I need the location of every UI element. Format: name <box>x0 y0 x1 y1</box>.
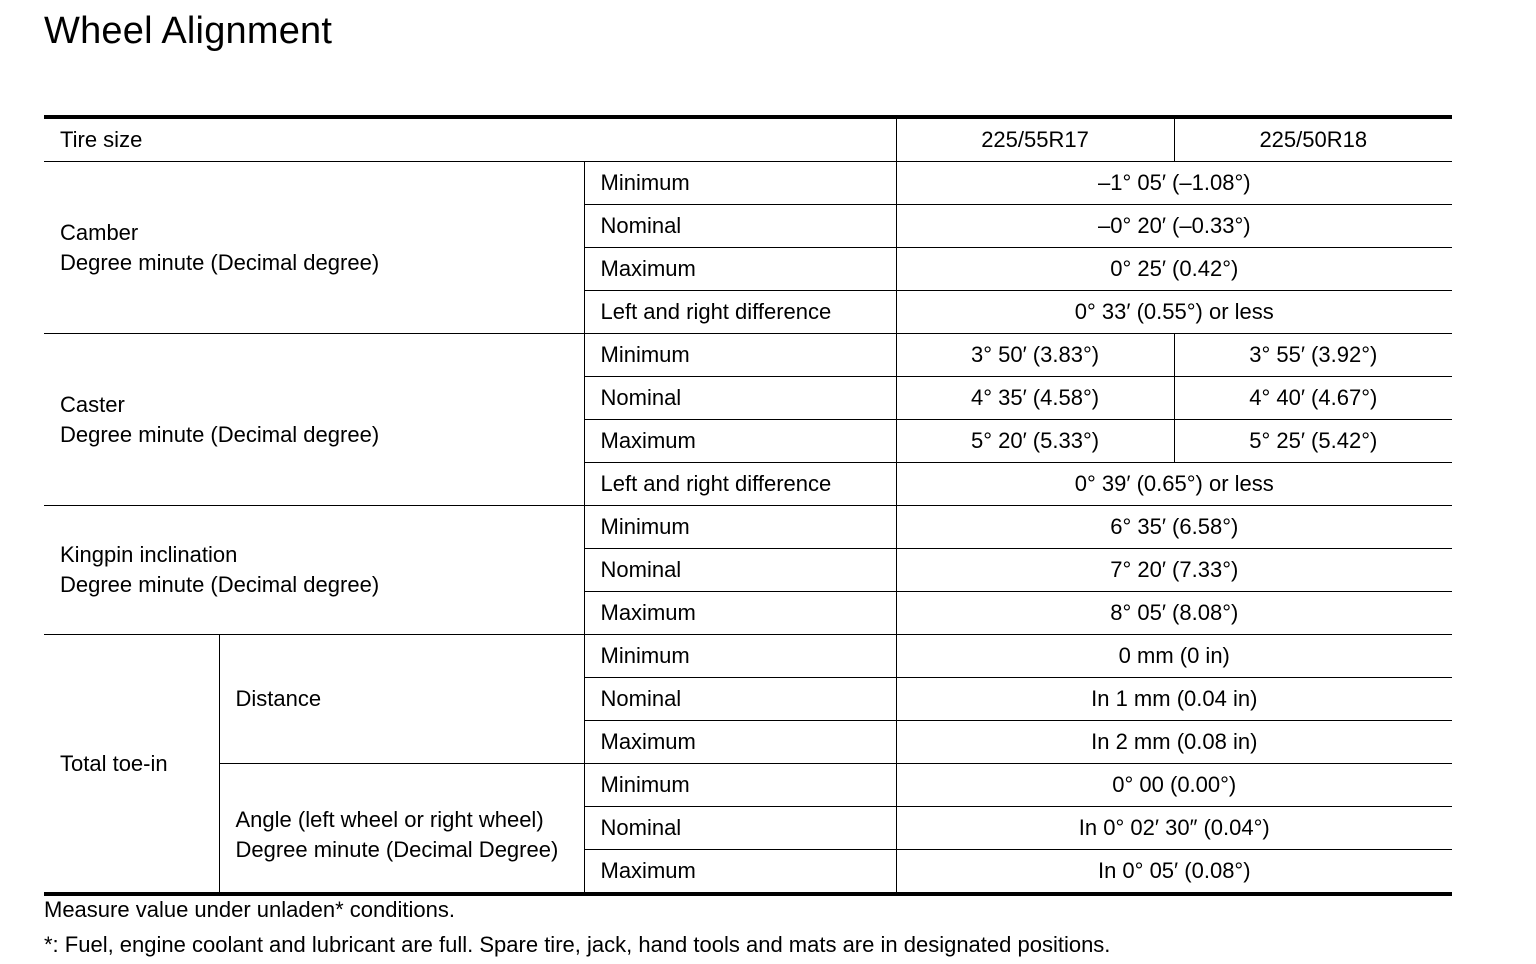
camber-label <box>44 162 584 334</box>
param-label: Left and right difference <box>584 463 896 506</box>
camber-maximum-value: 0° 25′ (0.42°) <box>896 248 1452 291</box>
toe-distance-nominal-value: In 1 mm (0.04 in) <box>896 678 1452 721</box>
kingpin-unit: Degree minute (Decimal degree) <box>60 572 380 597</box>
table-row <box>44 764 1452 807</box>
camber-unit: Degree minute (Decimal degree) <box>60 249 380 275</box>
param-label: Nominal <box>584 807 896 850</box>
tire-size-label: Tire size <box>44 117 896 162</box>
kingpin-title: Kingpin inclination <box>60 542 238 567</box>
param-label: Nominal <box>584 678 896 721</box>
caster-maximum-r17: 5° 20′ (5.33°) <box>896 420 1174 463</box>
caster-maximum-r18: 5° 25′ (5.42°) <box>1174 420 1452 463</box>
caster-minimum-r17: 3° 50′ (3.83°) <box>896 334 1174 377</box>
param-label: Minimum <box>584 635 896 678</box>
kingpin-label <box>44 506 584 635</box>
param-label: Nominal <box>584 549 896 592</box>
caster-unit: Degree minute (Decimal degree) <box>60 421 380 447</box>
toe-angle-minimum-value: 0° 00 (0.00°) <box>896 764 1452 807</box>
camber-nominal-value: –0° 20′ (–0.33°) <box>896 205 1452 248</box>
param-label: Maximum <box>584 592 896 635</box>
param-label: Nominal <box>584 205 896 248</box>
table-row <box>44 635 1452 678</box>
column-225-50r18: 225/50R18 <box>1174 117 1452 162</box>
table-row <box>44 334 1452 377</box>
param-label: Left and right difference <box>584 291 896 334</box>
caster-nominal-r18: 4° 40′ (4.67°) <box>1174 377 1452 420</box>
param-label: Maximum <box>584 721 896 764</box>
kingpin-nominal-value: 7° 20′ (7.33°) <box>896 549 1452 592</box>
caster-nominal-r17: 4° 35′ (4.58°) <box>896 377 1174 420</box>
param-label: Minimum <box>584 506 896 549</box>
column-225-55r17: 225/55R17 <box>896 117 1174 162</box>
caster-title: Caster <box>60 391 125 417</box>
toe-distance-label: Distance <box>219 635 584 764</box>
wheel-alignment-table <box>44 115 1452 896</box>
caster-label <box>44 334 584 506</box>
caster-minimum-r18: 3° 55′ (3.92°) <box>1174 334 1452 377</box>
toe-angle-unit: Degree minute (Decimal Degree) <box>235 837 559 862</box>
param-label: Maximum <box>584 420 896 463</box>
toe-distance-minimum-value: 0 mm (0 in) <box>896 635 1452 678</box>
table-row <box>44 506 1452 549</box>
camber-difference-value: 0° 33′ (0.55°) or less <box>896 291 1452 334</box>
kingpin-maximum-value: 8° 05′ (8.08°) <box>896 592 1452 635</box>
param-label: Minimum <box>584 162 896 205</box>
toe-distance-maximum-value: In 2 mm (0.08 in) <box>896 721 1452 764</box>
param-label: Maximum <box>584 850 896 895</box>
table-header-row <box>44 117 1452 162</box>
toe-angle-nominal-value: In 0° 02′ 30″ (0.04°) <box>896 807 1452 850</box>
footnote-unladen: Measure value under unladen* conditions. <box>44 897 455 922</box>
toe-angle-label <box>219 764 584 895</box>
footnote-conditions: *: Fuel, engine coolant and lubricant are full. Spare tire, jack, hand tools and mats are in designated positions. <box>44 932 1111 957</box>
camber-title: Camber <box>60 219 139 245</box>
param-label: Nominal <box>584 377 896 420</box>
param-label: Minimum <box>584 334 896 377</box>
kingpin-minimum-value: 6° 35′ (6.58°) <box>896 506 1452 549</box>
toe-angle-maximum-value: In 0° 05′ (0.08°) <box>896 850 1452 895</box>
page-title: Wheel Alignment <box>44 10 333 52</box>
param-label: Maximum <box>584 248 896 291</box>
table-row <box>44 162 1452 205</box>
toe-in-label: Total toe-in <box>44 635 219 895</box>
caster-difference-value: 0° 39′ (0.65°) or less <box>896 463 1452 506</box>
camber-minimum-value: –1° 05′ (–1.08°) <box>896 162 1452 205</box>
toe-angle-title: Angle (left wheel or right wheel) <box>235 807 544 832</box>
param-label: Minimum <box>584 764 896 807</box>
